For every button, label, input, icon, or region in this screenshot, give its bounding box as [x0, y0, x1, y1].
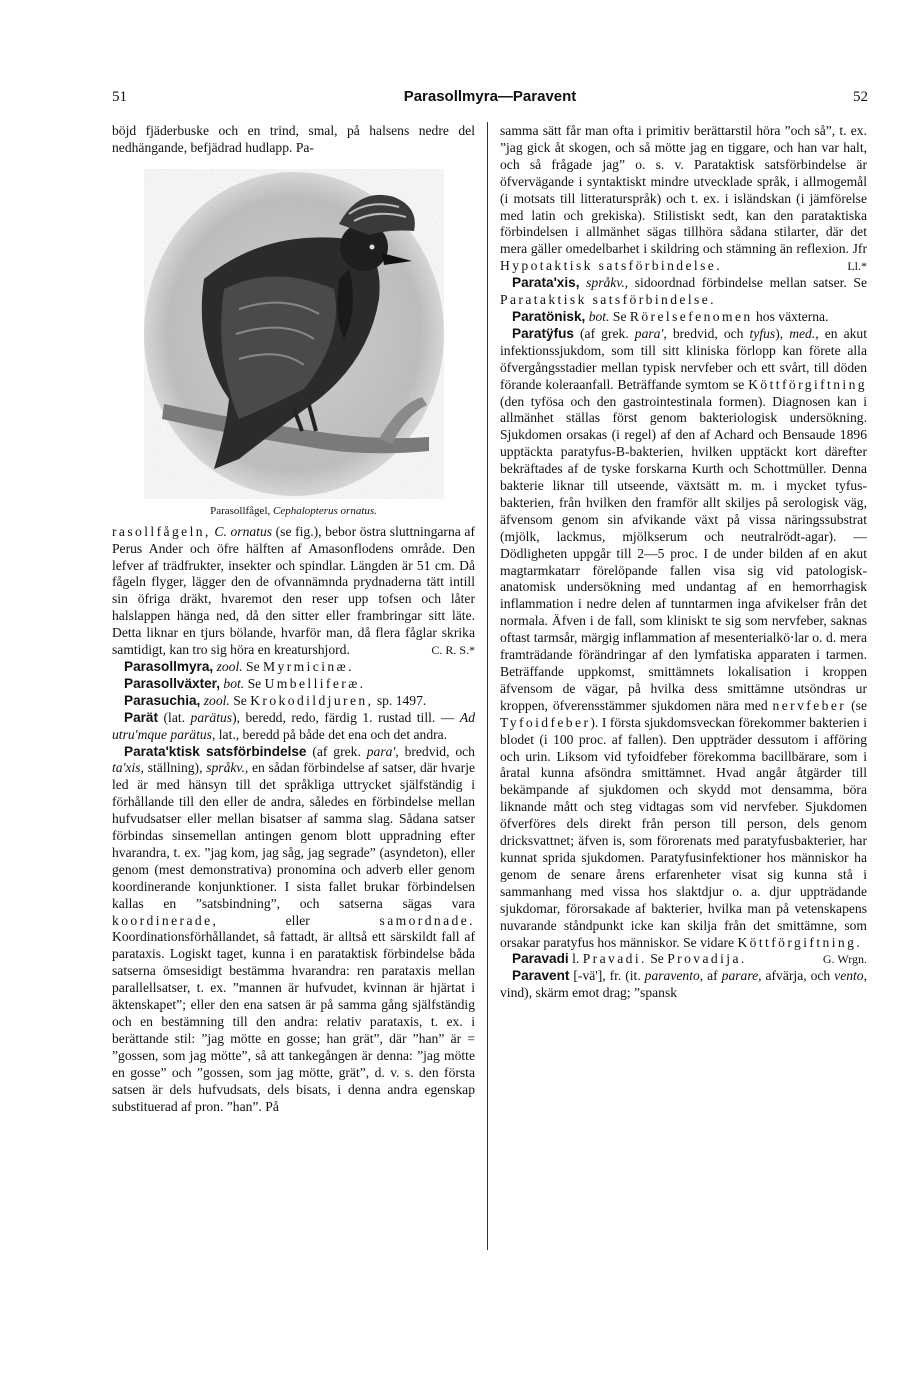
column-divider: [487, 122, 488, 1250]
page-number-right: 52: [852, 89, 868, 105]
entry-parataxis: Parata'xis, språkv., sidoordnad förbindelse mellan satser. Se Parataktisk satsförbindelse.: [500, 275, 867, 308]
figure: [112, 169, 475, 520]
paragraph-parataxis-continued: samma sätt får man ofta i primitiv berättarstil höra ”och så”, t. ex. ”jag gick åt skogen, och så mötte jag en tiggare, och han var halt, och så frågade jag” o. s. v. Parataktisk satsförbindelse är öfvervägande i syntaktiskt mindre utvecklade språk, i allmogemål (i motsats till litteraturspråk) och t. ex. i isländskan (i jämförelse med latin och grekiska). Stilistiskt sedt, kan den parataktiska förbindelsen i allmänhet sägas tillhöra sådana stilarter, där det mera gäller omedelbarhet i skildring och stämning än reflexion. Jfr Hypotaktisk satsförbindelse. Ll.*: [500, 123, 867, 274]
figure-caption: Parasollfågel, Cephalopterus ornatus.: [210, 504, 377, 517]
paragraph-parasollfageln: rasollfågeln, C. ornatus (se fig.), bebor östra sluttningarna af Perus Ander och öfre hälften af Amasonflodens område. Den lefver af trädfrukter, insekter och spindlar. Längden är 51 cm. Då fågeln flyger, lägger den de ofvannämnda prydnaderna tätt intill sin öfriga dräkt, hvaremot den reser upp tofsen och låter halslappen hänga ned, då den sitter eller frambringar sitt läte. Detta liknar en tjurs bölande, hvarför man, då flera fåglar skrika samtidigt, kan tro sig höra en kreaturshjord. C. R. S.*: [112, 523, 475, 658]
right-column: [500, 123, 867, 1002]
entry-parasollmyra: Parasollmyra, zool. Se Myrmicinæ.: [124, 658, 354, 674]
entry-parataktisk-satsforbindelse: Parata'ktisk satsförbindelse (af grek. para', bredvid, och ta'xis, ställning), språkv., en sådan förbindelse af satser, där hvarje led är med hänsyn till det språkliga uttrycket själfständig i förhållande till den eller de andra, således en förbindelse mellan hufvudsatser eller mellan bisatser af samma slag. Sådana satser förbindas sinsemellan antingen genom blott uppradning efter hvarandra, t. ex. ”jag kom, jag såg, jag segrade” (asyndeton), eller genom (mest demonstrativa) pronomina och adverb eller genom koordinerande konjunktioner. I sista fallet brukar förbindelsen kallas en ”satsbindning”, och satserna sägas vara koordinerade, eller samordnade. Koordinationsförhållandet, så fattadt, är alltså ett särskildt fall af parataxis. Logiskt taget, kunna i en parataktisk förbindelse båda satserna ömsesidigt bestämma hvarandra: ren parataxis mellan parallellsatser, t. ex. ”mannen är hufvudet, kvinnan är hjärtat i äktenskapet”; eller den ena satsen är på samma gång själfständig och en bestämning till den andra: relativ parataxis, t. ex. i berättande stil: ”jag mötte en gosse; han grät”, där ”han” är = ”gossen, som jag mötte”, så att tankegången är denna: ”jag mötte en gosse” och ”gossen, som jag mötte, grät”, d. v. s. den första satsen är dels hufvudsats, dels bisats, i denna andra egenskap substituerad af pron. ”han”. På: [112, 743, 476, 1114]
entry-paratyfus: Paratÿfus (af grek. para', bredvid, och tyfus), med., en akut infektionssjukdom, som till sitt kliniska förlopp kan förete alla öfvergångsstadier mellan typisk nervfeber och ett svårt, till döden förande koleraanfall. Beträffande symtom se Köttförgiftning (den tyfösa och den gastrointestinala formen). Diagnosen kan i allmänhet ställas först genom bakteriologisk undersökning. Sjukdomen orsakas (i regel) af den af Achard och Bensaude 1896 upptäckta paratyfus-B-bakterien, hvilken upptäckt kort därefter bekräftades af de tyske forskarna Kurth och Schottmüller. Denna bakterie liknar till utseende, växtsätt m. m. i mycket tyfus-bakterien, från hvilken den framför allt skiljes på serologisk väg, äfvensom genom sin afvikande växt på vissa näringssubstrat (mjölk, lackmus, mjölkserum och neutralrödt-agar). — Dödligheten uppgår till 2—5 proc. I de under bilden af en akut magtarmkatarr förelöpande fallen visa sig vid patologisk-anatomisk undersökning med undantag af en hemorrhagisk inflammation i nedre delen af tunntarmen inga afvikelser från det normala. Äfven i de fall, som kliniskt te sig som nervfeber, saknas oftast tarmsår, märgig inflammation af mesenterialkö‧lar o. d. mera framträdande förändringar af den lymfatiska apparaten i tarmen. Beträffande uppkomst, smittämnets lokalisation i kroppen äfvensom de vägar, på hvilka dess smittämne utsöndras ur kroppen, öfverensstämmer sjukdomen nära med nervfeber (se Tyfoidfeber). I första sjukdomsveckan förekommer bakterien i blodet (i 100 proc. af fallen). Den uppträder dessutom i afföring och urin. Liksom vid tyfoidfeber förekomma bacillbärare, som i åratal kunna afsöndra smittämnet. Hvad angår åtgärder till bekämpande af sjukdomen och skydd mot densamma, böra liknande mått och steg vidtagas som vid nervfeber. Sjukdomen öfverföres dels direkt från person till person, dels genom dricksvattnet; äfven is, som förorenats med paratyfusbakterier, har kunnat sprida sjukdomen. Paratyfusinfektioner hos människor ha genom de senare årens erfarenheter visat sig kunna stå i sammanhang med vissa hos slaktdjur o. a. djur uppträdande sjukdomar, förorsakade af bakterier, hvilka man på vetenskapens nuvarande ståndpunkt icke kan skilja från det smittämne, som orsakar paratyfus hos människor. Se vidare Köttförgiftning. G. Wrgn.: [500, 325, 868, 967]
entry-paravent: Paravent [-vä'], fr. (it. paravento, af parare, afvärja, och vento, vind), skärm emot drag; ”spansk: [500, 968, 868, 1001]
author-signature: Ll.*: [847, 259, 867, 274]
running-header: [112, 88, 868, 112]
author-signature: G. Wrgn.: [822, 952, 867, 967]
left-column: [112, 123, 475, 1115]
entry-paratonisk: Paratönisk, bot. Se Rörelsefenomen hos växterna.: [512, 308, 829, 324]
entry-parasollvaxter: Parasollväxter, bot. Se Umbelliferæ.: [124, 675, 366, 691]
running-title: Parasollmyra—Paravent: [403, 88, 577, 105]
entry-parat: Parät (lat. parätus), beredd, redo, färdig 1. rustad till. — Ad utru'mque parätus, lat., beredd på både det ena och det andra.: [112, 709, 475, 742]
paragraph-intro: böjd fjäderbuske och en trind, smal, på halsens nedre del nedhängande, befjädrad hudlapp. Pa-: [112, 123, 475, 155]
page-number-left: 51: [112, 89, 127, 105]
umbrellabird-illustration: [144, 169, 444, 499]
entry-parasuchia: Parasuchia, zool. Se Krokodildjuren, sp. 1497.: [124, 692, 427, 708]
author-signature: C. R. S.*: [431, 643, 475, 658]
entry-paravadi: Paravadi l. Pravadi. Se Provadija.: [512, 951, 747, 967]
